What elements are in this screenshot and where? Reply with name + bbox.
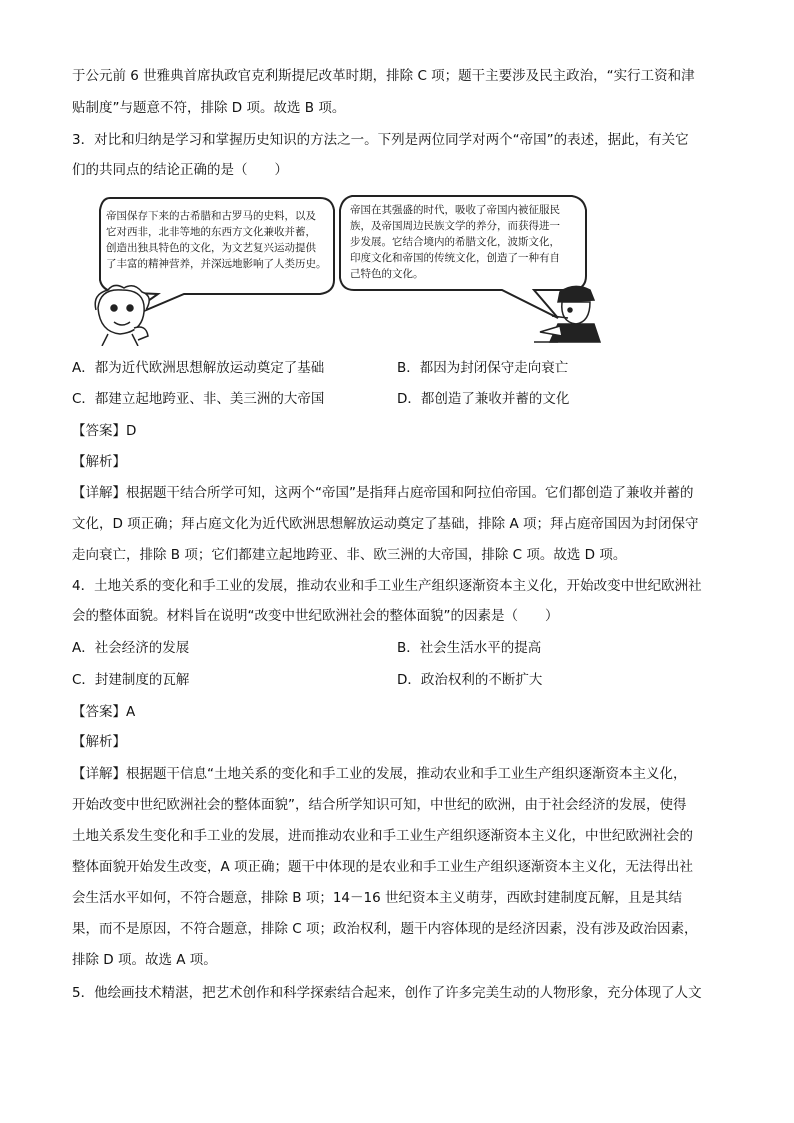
option-d[interactable]: D．政治权利的不断扩大 [397, 672, 543, 688]
option-a[interactable]: A．都为近代欧洲思想解放运动奠定了基础 [72, 360, 325, 376]
detail-line: 排除 D 项。故选 A 项。 [72, 952, 217, 968]
bubble-line: 己特色的文化。 [350, 268, 424, 280]
bubble-line: 族，及帝国周边民族文学的养分，而获得进一 [350, 220, 560, 232]
option-d[interactable]: D．都创造了兼收并蓄的文化 [397, 391, 570, 407]
detail-line: 会生活水平如何，不符合题意，排除 B 项；14－16 世纪资本主义萌芽，西欧封建制度瓦解，且是其结 [72, 890, 682, 906]
question-3-stem: 们的共同点的结论正确的是（ ） [72, 162, 288, 178]
text-line: 贴制度”与题意不符，排除 D 项。故选 B 项。 [72, 100, 346, 116]
option-b[interactable]: B．都因为封闭保守走向衰亡 [397, 360, 569, 376]
cartoon-boy-left [95, 285, 149, 346]
analysis-label: 【解析】 [72, 734, 126, 750]
option-c[interactable]: C．封建制度的瓦解 [72, 672, 190, 688]
question-4-stem: 4．土地关系的变化和手工业的发展，推动农业和手工业生产组织逐渐资本主义化，开始改变中世纪欧洲社 [72, 578, 702, 594]
right-bubble-text [350, 202, 560, 282]
detail-line: 开始改变中世纪欧洲社会的整体面貌”，结合所学知识可知，中世纪的欧洲，由于社会经济的发展，使得 [72, 797, 687, 813]
cartoon-boy-right [534, 286, 600, 342]
detail-line: 【详解】根据题干结合所学可知，这两个“帝国”是指拜占庭帝国和阿拉伯帝国。它们都创造了兼收并蓄的 [72, 485, 694, 501]
detail-line: 整体面貌开始发生改变，A 项正确；题干中体现的是农业和手工业生产组织逐渐资本主义化，无法得出社 [72, 859, 694, 875]
question-3-stem: 3．对比和归纳是学习和掌握历史知识的方法之一。下列是两位同学对两个“帝国”的表述，据此，有关它 [72, 132, 689, 148]
question-3-illustration [88, 190, 608, 346]
question-5-stem: 5．他绘画技术精湛，把艺术创作和科学探索结合起来，创作了许多完美生动的人物形象，充分体现了人文 [72, 985, 702, 1001]
bubble-line: 它对西非，北非等地的东西方文化兼收并蓄， [106, 226, 316, 238]
answer-label: 【答案】D [72, 423, 137, 439]
bubble-line: 创造出独具特色的文化，为文艺复兴运动提供 [106, 242, 316, 254]
option-b[interactable]: B．社会生活水平的提高 [397, 640, 542, 656]
option-c[interactable]: C．都建立起地跨亚、非、美三洲的大帝国 [72, 391, 325, 407]
detail-line: 走向衰亡，排除 B 项；它们都建立起地跨亚、非、欧三洲的大帝国，排除 C 项。故选 D 项。 [72, 547, 627, 563]
left-bubble-text [106, 208, 327, 272]
detail-line: 果，而不是原因，不符合题意，排除 C 项；政治权利，题干内容体现的是经济因素，没有涉及政治因素， [72, 921, 698, 937]
bubble-line: 步发展。它结合境内的希腊文化，波斯文化， [350, 236, 560, 248]
option-a[interactable]: A．社会经济的发展 [72, 640, 190, 656]
bubble-line: 帝国保存下来的古希腊和古罗马的史料，以及 [106, 210, 316, 222]
detail-line: 文化，D 项正确；拜占庭文化为近代欧洲思想解放运动奠定了基础，排除 A 项；拜占庭帝国因为封闭保守 [72, 516, 699, 532]
bubble-line: 印度文化和帝国的传统文化，创造了一种有自 [350, 252, 560, 264]
detail-line: 土地关系发生变化和手工业的发展，进而推动农业和手工业生产组织逐渐资本主义化，中世纪欧洲社会的 [72, 828, 693, 844]
bubble-line: 了丰富的精神营养，并深远地影响了人类历史。 [106, 258, 327, 270]
answer-label: 【答案】A [72, 704, 136, 720]
question-4-stem: 会的整体面貌。材料旨在说明“改变中世纪欧洲社会的整体面貌”的因素是（ ） [72, 608, 559, 624]
text-line: 于公元前 6 世雅典首席执政官克利斯提尼改革时期，排除 C 项；题干主要涉及民主政治，“实行工资和津 [72, 68, 695, 84]
bubble-line: 帝国在其强盛的时代，吸收了帝国内被征服民 [350, 204, 560, 216]
analysis-label: 【解析】 [72, 454, 126, 470]
detail-line: 【详解】根据题干信息“土地关系的变化和手工业的发展，推动农业和手工业生产组织逐渐资本主义化， [72, 766, 687, 782]
